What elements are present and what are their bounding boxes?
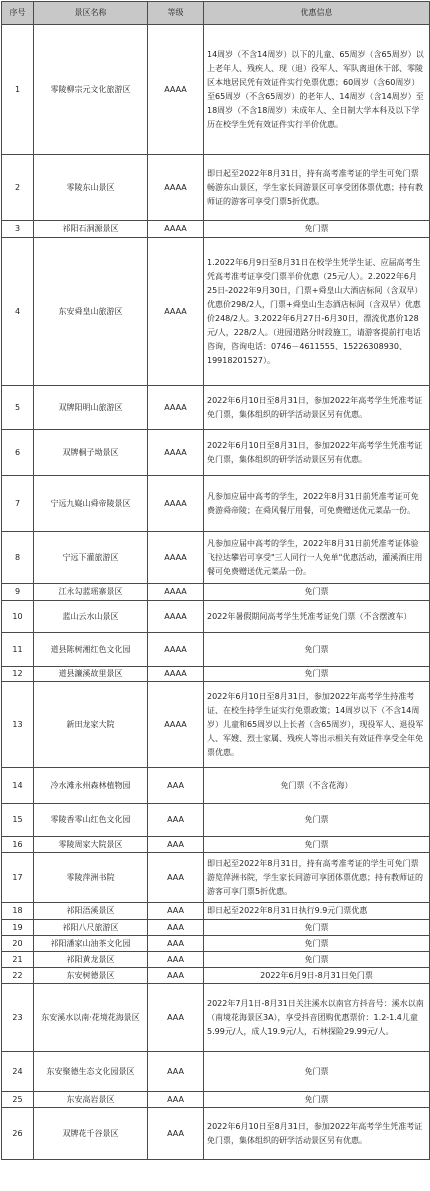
table-header-row bbox=[2, 2, 430, 25]
row-number: 10 bbox=[2, 601, 34, 633]
discount-info: 免门票 bbox=[204, 837, 430, 853]
scenic-level: AAA bbox=[148, 1052, 204, 1092]
scenic-name: 蓝山云水山景区 bbox=[34, 601, 148, 633]
row-number: 7 bbox=[2, 476, 34, 532]
scenic-level: AAA bbox=[148, 952, 204, 968]
table-row bbox=[2, 837, 430, 853]
row-number: 16 bbox=[2, 837, 34, 853]
scenic-name: 零陵萍洲书院 bbox=[34, 853, 148, 903]
discount-info: 2022年6月9日-8月31日免门票 bbox=[204, 968, 430, 984]
discount-info: 2022年6月10日至8月31日，参加2022年高考学生凭准考证免门票，集体组织的研学活动景区另有优惠。 bbox=[204, 430, 430, 476]
scenic-name: 祁阳八尺旅游区 bbox=[34, 920, 148, 936]
scenic-level: AAAA bbox=[148, 682, 204, 768]
row-number: 17 bbox=[2, 853, 34, 903]
scenic-level: AAA bbox=[148, 853, 204, 903]
discount-info: 免门票（不含花海） bbox=[204, 768, 430, 804]
header-level: 等级 bbox=[148, 2, 204, 25]
row-number: 2 bbox=[2, 155, 34, 221]
table-row bbox=[2, 155, 430, 221]
table-row bbox=[2, 667, 430, 682]
discount-info: 凡参加应届中高考的学生，2022年8月31日前凭准考证体验飞拉达攀岩可享受"三人同行一人免单"优惠活动，灌溪酒庄用餐可免费赠送优元菜品一份。 bbox=[204, 532, 430, 584]
table-row bbox=[2, 968, 430, 984]
table-row bbox=[2, 984, 430, 1052]
discount-info: 14周岁（不含14周岁）以下的儿童、65周岁（含65周岁）以上老年人、残疾人、现（退）役军人、军队离退休干部、零陵区本地居民凭有效证件实行免票优惠；60周岁（含60周岁）至65周岁（不含65周岁）的老年人、14周岁（含14周岁）至18周岁（不含18周岁）未成年人、全日制大学本科及以下学历在校学生凭有效证件实行半价优惠。 bbox=[204, 25, 430, 155]
discount-info: 即日起至2022年8月31日，持有高考准考证的学生可免门票游览萍洲书院，学生家长同游可享团体票优惠；持有教师证的游客可享门票5折优惠。 bbox=[204, 853, 430, 903]
scenic-level: AAAA bbox=[148, 667, 204, 682]
table-row bbox=[2, 633, 430, 667]
row-number: 21 bbox=[2, 952, 34, 968]
scenic-name: 双牌阳明山旅游区 bbox=[34, 386, 148, 430]
scenic-name: 零陵香零山红色文化园 bbox=[34, 804, 148, 837]
table-row bbox=[2, 386, 430, 430]
row-number: 19 bbox=[2, 920, 34, 936]
scenic-name: 冷水滩永州森林植物园 bbox=[34, 768, 148, 804]
scenic-level: AAAA bbox=[148, 532, 204, 584]
table-row bbox=[2, 1052, 430, 1092]
scenic-level: AAA bbox=[148, 768, 204, 804]
row-number: 26 bbox=[2, 1108, 34, 1160]
table-row bbox=[2, 804, 430, 837]
discount-info: 1.2022年6月9日至8月31日在校学生凭学生证、应届高考生凭高考准考证享受门票半价优惠（25元/人）。2.2022年6月25日-2022年9月30日，门票+舜皇山大酒店标间（含双早）优惠价298/2人，门票+舜皇山生态酒店标间（含双早）优惠价248/2人。3.2022年6月27日-6月30日，漂流优惠价128元/人，228/2人。（进园道路分时段施工，请游客提前打电话咨询，咨询电话：0746－4611555、15226308930、19918201527）。 bbox=[204, 238, 430, 386]
scenic-name: 祁阳黄龙景区 bbox=[34, 952, 148, 968]
row-number: 25 bbox=[2, 1092, 34, 1108]
scenic-level: AAA bbox=[148, 936, 204, 952]
row-number: 13 bbox=[2, 682, 34, 768]
table-row bbox=[2, 601, 430, 633]
table-row bbox=[2, 920, 430, 936]
discount-info: 2022年6月10日至8月31日，参加2022年高考学生凭准考证免门票，集体组织的研学活动景区另有优惠。 bbox=[204, 386, 430, 430]
table-row bbox=[2, 903, 430, 920]
discount-info: 凡参加应届中高考的学生，2022年8月31日前凭准考证可免费游舜帝陵；在舜风餐厅用餐，可免费赠送优元菜品一份。 bbox=[204, 476, 430, 532]
discount-info: 2022年6月10日至8月31日，参加2022年高考学生持准考证、在校生持学生证实行免票政策；14周岁以下（不含14周岁）儿童和65周岁以上长者（含65周岁），现役军人、退役军人、军嫂、烈士家属、残疾人等出示相关有效证件享受全年免票优惠。 bbox=[204, 682, 430, 768]
header-info: 优惠信息 bbox=[204, 2, 430, 25]
scenic-name: 双牌桐子坳景区 bbox=[34, 430, 148, 476]
row-number: 12 bbox=[2, 667, 34, 682]
scenic-level: AAAA bbox=[148, 238, 204, 386]
scenic-level: AAA bbox=[148, 1092, 204, 1108]
discount-info: 免门票 bbox=[204, 584, 430, 601]
discount-info: 免门票 bbox=[204, 920, 430, 936]
table-row bbox=[2, 952, 430, 968]
discount-info: 免门票 bbox=[204, 221, 430, 238]
scenic-name: 祁阳浯溪景区 bbox=[34, 903, 148, 920]
scenic-name: 宁远下灌旅游区 bbox=[34, 532, 148, 584]
scenic-name: 东安舜皇山旅游区 bbox=[34, 238, 148, 386]
row-number: 14 bbox=[2, 768, 34, 804]
row-number: 18 bbox=[2, 903, 34, 920]
row-number: 4 bbox=[2, 238, 34, 386]
row-number: 5 bbox=[2, 386, 34, 430]
scenic-name: 宁远九嶷山舜帝陵景区 bbox=[34, 476, 148, 532]
discount-info: 免门票 bbox=[204, 633, 430, 667]
table-row bbox=[2, 238, 430, 386]
scenic-name: 零陵柳宗元文化旅游区 bbox=[34, 25, 148, 155]
table-body bbox=[2, 25, 430, 1160]
table-row bbox=[2, 476, 430, 532]
scenic-name: 零陵周家大院景区 bbox=[34, 837, 148, 853]
row-number: 11 bbox=[2, 633, 34, 667]
discount-info: 即日起至2022年8月31日执行9.9元门票优惠 bbox=[204, 903, 430, 920]
discount-info: 2022年7月1日-8月31日关注溪水以南官方抖音号：溪水以南（南境花海景区3A），享受抖音团购优惠票价：1.2-1.4儿童5.99元/人，成人19.9元/人，石林探险29.99元/人。 bbox=[204, 984, 430, 1052]
scenic-name: 祁阳石洞源景区 bbox=[34, 221, 148, 238]
scenic-level: AAAA bbox=[148, 25, 204, 155]
scenic-level: AAAA bbox=[148, 430, 204, 476]
row-number: 23 bbox=[2, 984, 34, 1052]
scenic-level: AAAA bbox=[148, 155, 204, 221]
table-row bbox=[2, 430, 430, 476]
discount-info: 即日起至2022年8月31日，持有高考准考证的学生可免门票畅游东山景区，学生家长同游景区可享受团体票优惠；持有教师证的游客可享受门票5折优惠。 bbox=[204, 155, 430, 221]
table-row bbox=[2, 584, 430, 601]
scenic-name: 祁阳潘家山油茶文化园 bbox=[34, 936, 148, 952]
scenic-level: AAAA bbox=[148, 476, 204, 532]
table-row bbox=[2, 936, 430, 952]
discount-info: 免门票 bbox=[204, 936, 430, 952]
scenic-level: AAAA bbox=[148, 386, 204, 430]
scenic-name: 东安溪水以南·花境花海景区 bbox=[34, 984, 148, 1052]
discount-info: 免门票 bbox=[204, 1092, 430, 1108]
scenic-level: AAA bbox=[148, 1108, 204, 1160]
table-row bbox=[2, 682, 430, 768]
scenic-name: 双牌花千谷景区 bbox=[34, 1108, 148, 1160]
header-no: 序号 bbox=[2, 2, 34, 25]
table-row bbox=[2, 221, 430, 238]
scenic-level: AAA bbox=[148, 968, 204, 984]
row-number: 9 bbox=[2, 584, 34, 601]
table-row bbox=[2, 768, 430, 804]
row-number: 3 bbox=[2, 221, 34, 238]
discount-info: 免门票 bbox=[204, 804, 430, 837]
scenic-level: AAA bbox=[148, 804, 204, 837]
scenic-name: 新田龙家大院 bbox=[34, 682, 148, 768]
row-number: 24 bbox=[2, 1052, 34, 1092]
scenic-level: AAAA bbox=[148, 584, 204, 601]
scenic-name: 零陵东山景区 bbox=[34, 155, 148, 221]
scenic-name: 东安高岩景区 bbox=[34, 1092, 148, 1108]
row-number: 22 bbox=[2, 968, 34, 984]
scenic-name: 江永勾蓝瑶寨景区 bbox=[34, 584, 148, 601]
discount-info: 免门票 bbox=[204, 1052, 430, 1092]
scenic-level: AAAA bbox=[148, 221, 204, 238]
row-number: 15 bbox=[2, 804, 34, 837]
scenic-level: AAA bbox=[148, 837, 204, 853]
discount-info: 免门票 bbox=[204, 667, 430, 682]
scenic-name: 东安聚德生态文化园景区 bbox=[34, 1052, 148, 1092]
header-name: 景区名称 bbox=[34, 2, 148, 25]
table-row bbox=[2, 853, 430, 903]
discount-info: 免门票 bbox=[204, 952, 430, 968]
scenic-name: 道县濂溪故里景区 bbox=[34, 667, 148, 682]
table-row bbox=[2, 25, 430, 155]
table-row bbox=[2, 532, 430, 584]
scenic-level: AAA bbox=[148, 984, 204, 1052]
row-number: 20 bbox=[2, 936, 34, 952]
row-number: 6 bbox=[2, 430, 34, 476]
scenic-level: AAA bbox=[148, 903, 204, 920]
row-number: 8 bbox=[2, 532, 34, 584]
discount-info: 2022年暑假期间高考学生凭准考证免门票（不含摆渡车） bbox=[204, 601, 430, 633]
row-number: 1 bbox=[2, 25, 34, 155]
scenic-level: AAA bbox=[148, 920, 204, 936]
scenic-discount-table bbox=[1, 1, 430, 1160]
table-row bbox=[2, 1108, 430, 1160]
table-row bbox=[2, 1092, 430, 1108]
scenic-level: AAAA bbox=[148, 633, 204, 667]
scenic-name: 道县陈树湘红色文化园 bbox=[34, 633, 148, 667]
scenic-level: AAAA bbox=[148, 601, 204, 633]
discount-info: 2022年6月10日至8月31日，参加2022年高考学生凭准考证免门票，集体组织的研学活动景区另有优惠。 bbox=[204, 1108, 430, 1160]
scenic-name: 东安树德景区 bbox=[34, 968, 148, 984]
